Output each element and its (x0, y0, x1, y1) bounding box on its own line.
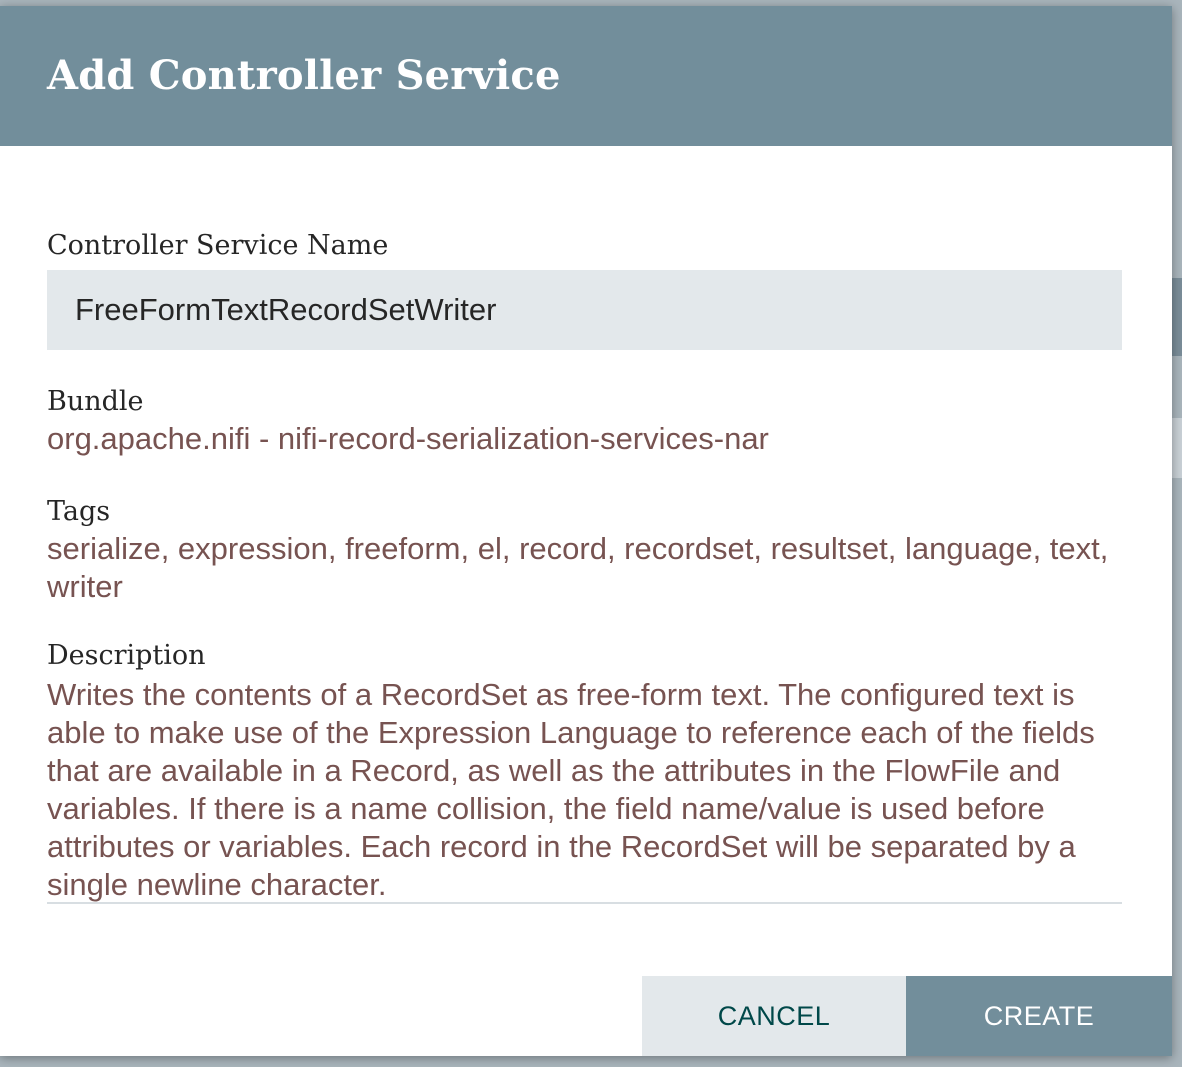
backdrop-panel-edge (1172, 278, 1182, 356)
add-controller-service-dialog (0, 6, 1172, 1056)
create-button[interactable]: CREATE (906, 976, 1172, 1056)
controller-service-name-input[interactable] (47, 270, 1122, 350)
cancel-button[interactable]: CANCEL (642, 976, 906, 1056)
dialog-title: Add Controller Service (47, 52, 561, 99)
description-label: Description (47, 640, 206, 671)
controller-service-name-label: Controller Service Name (47, 230, 389, 261)
backdrop-panel-edge (1172, 418, 1182, 478)
bundle-label: Bundle (47, 386, 144, 417)
bundle-value: org.apache.nifi - nifi-record-serialization-services-nar (47, 421, 769, 456)
description-value[interactable]: Writes the contents of a RecordSet as free-form text. The configured text is able to make use of the Expression Language to reference each of the fields that are available in a Record, as well as the attributes in the FlowFile and variables. If there is a name collision, the field name/value is used before attributes or variables. Each record in the RecordSet will be separated by a single newline character. (47, 676, 1122, 904)
tags-value: serialize, expression, freeform, el, record, recordset, resultset, language, text, writer (47, 531, 1109, 604)
dialog-body (0, 146, 1172, 904)
dialog-footer (642, 976, 1172, 1056)
tags-label: Tags (47, 496, 111, 527)
dialog-header (0, 6, 1172, 146)
